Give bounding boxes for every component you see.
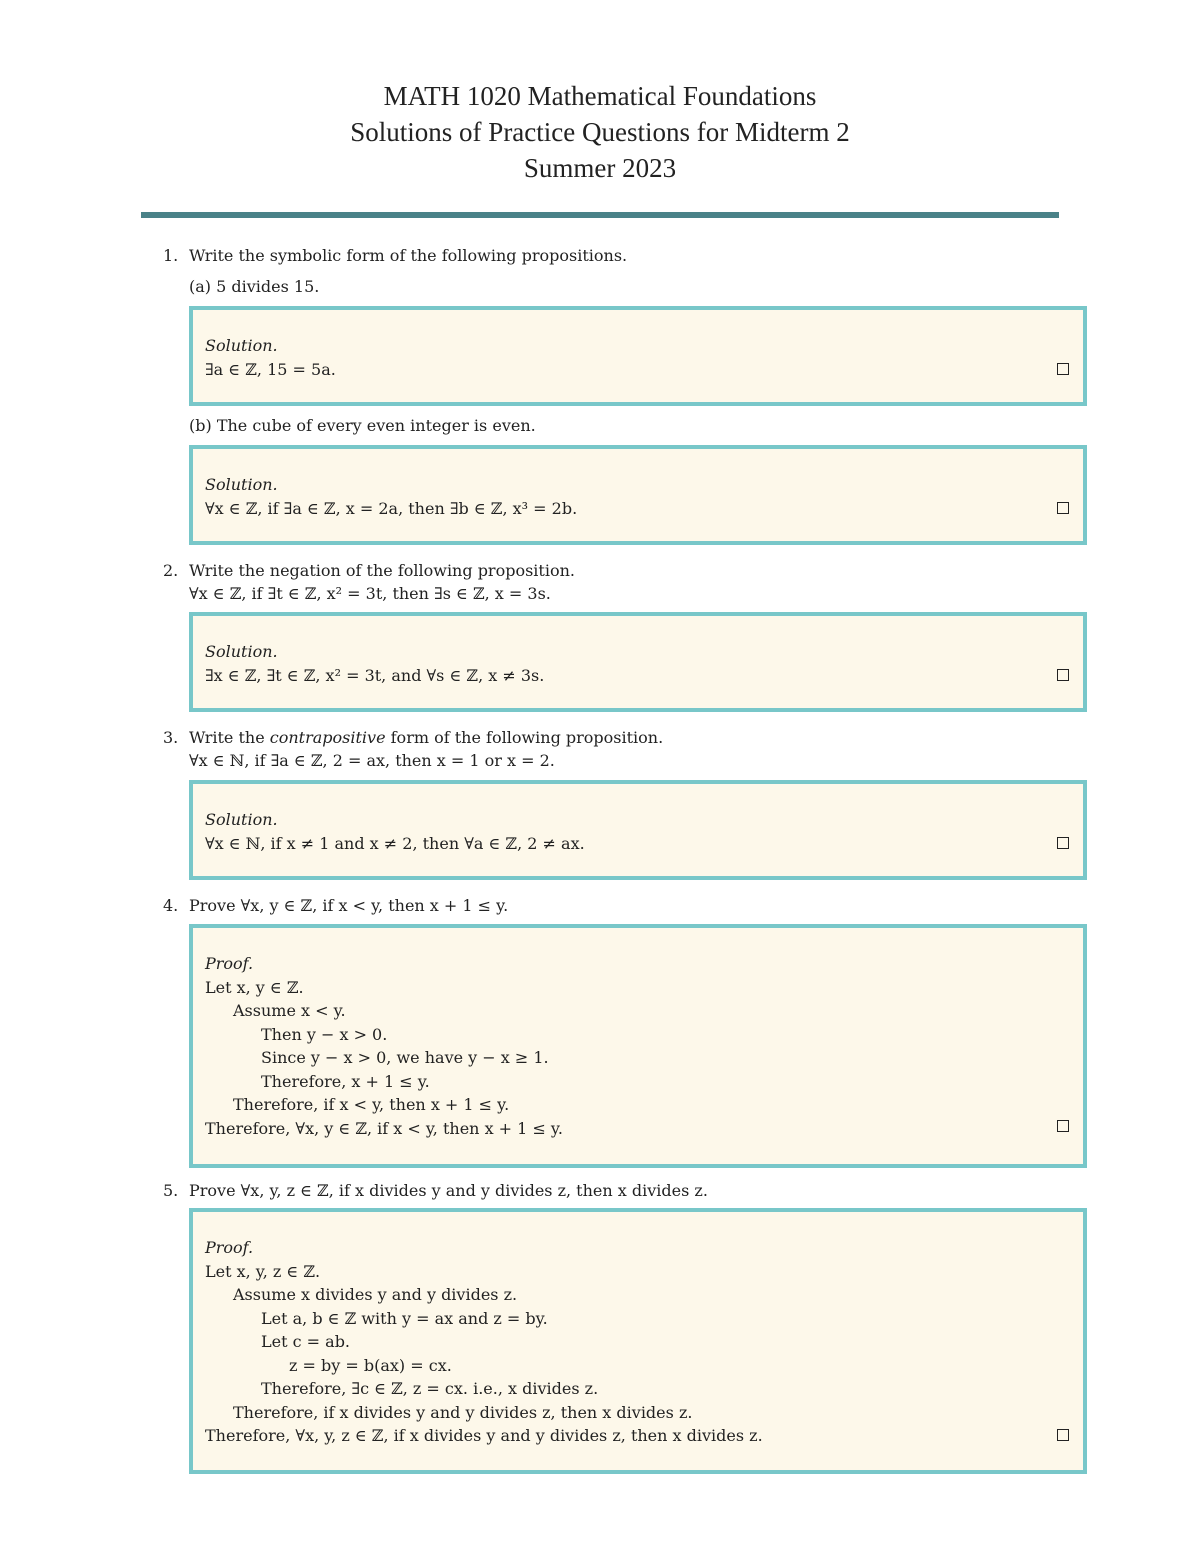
course-title: MATH 1020 Mathematical Foundations xyxy=(383,81,817,111)
proof-line: Then y − x > 0. xyxy=(261,1024,388,1044)
question-prompt: Prove ∀x, y, z ∈ ℤ, if x divides y and y divides z, then x divides z. xyxy=(189,1181,708,1200)
proof-label: Proof. xyxy=(205,954,254,973)
proof-line: Let a, b ∈ ℤ with y = ax and z = by. xyxy=(261,1308,548,1328)
proof-line: Assume x divides y and y divides z. xyxy=(233,1285,518,1304)
solution-label: Solution. xyxy=(205,336,278,355)
proof-line: Therefore, ∀x, y ∈ ℤ, if x < y, then x + 1 ≤ y. xyxy=(205,1118,563,1138)
qed-square-icon xyxy=(1057,363,1069,375)
proof-line: Therefore, ∃c ∈ ℤ, z = cx. i.e., x divides z. xyxy=(261,1379,599,1398)
solution-line: ∃x ∈ ℤ, ∃t ∈ ℤ, x² = 3t, and ∀s ∈ ℤ, x ≠ 3s. xyxy=(205,665,545,685)
qed-square-icon xyxy=(1057,669,1069,681)
solution-box-2 xyxy=(189,612,1087,712)
solution-box-1b xyxy=(189,445,1087,545)
solution-box-3 xyxy=(189,780,1087,880)
proof-line: Therefore, if x < y, then x + 1 ≤ y. xyxy=(233,1095,510,1114)
proof-box-5 xyxy=(189,1208,1087,1474)
question-1a xyxy=(163,275,1103,298)
question-prompt-after: form of the following proposition. xyxy=(385,728,664,747)
qed-square-icon xyxy=(1057,1120,1069,1132)
solution-label: Solution. xyxy=(205,810,278,829)
solution-line: ∀x ∈ ℤ, if ∃a ∈ ℤ, x = 2a, then ∃b ∈ ℤ, x³ = 2b. xyxy=(205,498,578,518)
qed-square-icon xyxy=(1057,502,1069,514)
question-number: 1. xyxy=(163,246,179,265)
question-1b xyxy=(163,414,1103,437)
document-subtitle: Solutions of Practice Questions for Midterm 2 xyxy=(350,117,850,147)
proof-line: Since y − x > 0, we have y − x ≥ 1. xyxy=(261,1048,549,1067)
solution-box-1a xyxy=(189,306,1087,406)
solution-line: ∃a ∈ ℤ, 15 = 5a. xyxy=(205,359,336,379)
question-prompt: Write the symbolic form of the following propositions. xyxy=(189,246,628,265)
question-5 xyxy=(163,1179,1103,1202)
qed-square-icon xyxy=(1057,1429,1069,1441)
qed-square-icon xyxy=(1057,837,1069,849)
proof-box-4 xyxy=(189,924,1087,1168)
question-prompt: Prove ∀x, y ∈ ℤ, if x < y, then x + 1 ≤ y. xyxy=(189,896,509,915)
proof-label: Proof. xyxy=(205,1238,254,1257)
question-4 xyxy=(163,894,1103,917)
question-2 xyxy=(163,559,1103,605)
proof-line: Therefore, x + 1 ≤ y. xyxy=(261,1071,430,1091)
question-statement: ∀x ∈ ℕ, if ∃a ∈ ℤ, 2 = ax, then x = 1 or x = 2. xyxy=(189,751,555,770)
proof-line: Assume x < y. xyxy=(233,1001,346,1020)
proof-line: Let x, y ∈ ℤ. xyxy=(205,977,304,997)
question-number: 2. xyxy=(163,561,179,580)
question-3 xyxy=(163,726,1103,772)
question-number: 4. xyxy=(163,896,179,915)
part-label: (b) The cube of every even integer is even. xyxy=(189,416,536,435)
document-header xyxy=(0,78,1200,186)
question-prompt: Write the negation of the following proposition. xyxy=(189,561,575,580)
solution-label: Solution. xyxy=(205,642,278,661)
question-statement: ∀x ∈ ℤ, if ∃t ∈ ℤ, x² = 3t, then ∃s ∈ ℤ, x = 3s. xyxy=(189,584,551,603)
solution-label: Solution. xyxy=(205,475,278,494)
question-prompt-before: Write the xyxy=(189,728,270,747)
proof-line: Let c = ab. xyxy=(261,1332,351,1351)
term-label: Summer 2023 xyxy=(523,153,677,183)
question-number: 3. xyxy=(163,728,179,747)
question-number: 5. xyxy=(163,1181,179,1200)
proof-line: Let x, y, z ∈ ℤ. xyxy=(205,1261,321,1281)
proof-line: z = by = b(ax) = cx. xyxy=(289,1355,452,1375)
part-label: (a) 5 divides 15. xyxy=(189,277,320,296)
proof-line: Therefore, ∀x, y, z ∈ ℤ, if x divides y and y divides z, then x divides z. xyxy=(205,1426,763,1445)
header-divider xyxy=(141,212,1059,218)
solution-line: ∀x ∈ ℕ, if x ≠ 1 and x ≠ 2, then ∀a ∈ ℤ, 2 ≠ ax. xyxy=(205,833,585,853)
question-prompt-emphasis: contrapositive xyxy=(269,728,386,747)
question-1 xyxy=(163,244,1103,267)
proof-line: Therefore, if x divides y and y divides z, then x divides z. xyxy=(233,1402,693,1422)
